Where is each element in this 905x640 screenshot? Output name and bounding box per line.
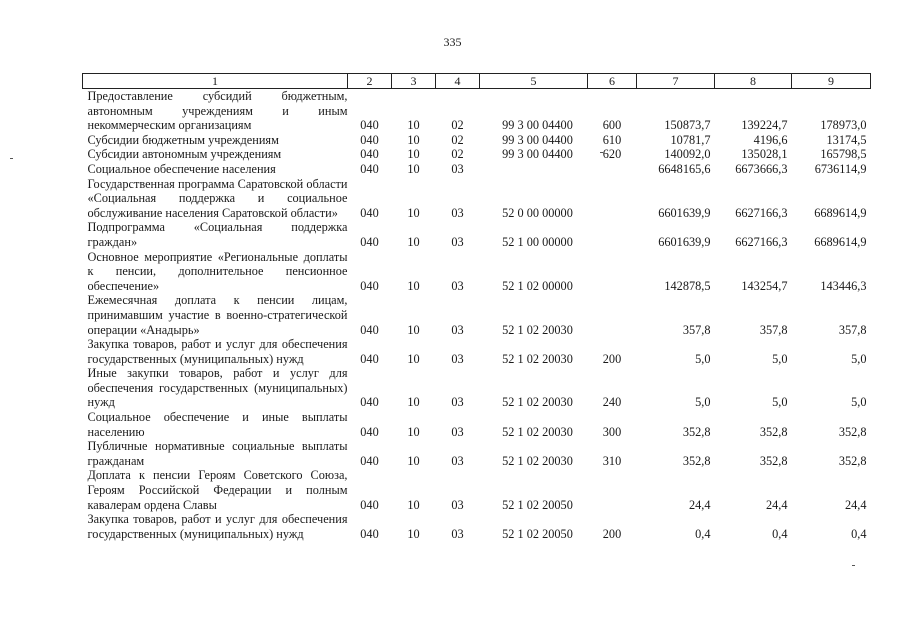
cell-col-2: 040 bbox=[360, 132, 379, 147]
cell-name: Субсидии бюджетным учреждениям bbox=[87, 132, 279, 147]
cell-col-3: 10 bbox=[407, 453, 420, 468]
cell-col-6 bbox=[588, 293, 637, 337]
cell-col-2: 040 bbox=[360, 424, 379, 439]
cell-col-4: 03 bbox=[451, 205, 464, 220]
table-row bbox=[83, 439, 871, 468]
page-number: 335 bbox=[443, 35, 462, 49]
header-col-2: 2 bbox=[348, 74, 392, 89]
cell-col-4: 03 bbox=[451, 351, 464, 366]
cell-name: Ежемесячная доплата к пенсии лицам, принимавшим участие в военно-стратегической операции «Анадырь» bbox=[87, 293, 348, 337]
cell-col-9: 6689614,9 bbox=[814, 205, 867, 220]
cell-col-9: 0,4 bbox=[851, 526, 867, 541]
table-row bbox=[83, 220, 871, 249]
cell-col-4: 02 bbox=[451, 147, 464, 162]
cell-col-5: 52 1 02 20030 bbox=[502, 322, 573, 337]
cell-col-5: 52 1 02 20030 bbox=[502, 453, 573, 468]
table-row bbox=[83, 147, 871, 162]
cell-name: Закупка товаров, работ и услуг для обеспечения государственных (муниципальных) нужд bbox=[87, 337, 348, 366]
cell-col-8: 139224,7 bbox=[741, 118, 788, 133]
cell-name: Доплата к пенсии Героям Советского Союза, Героям Российской Федерации и полным кавалерам ордена Славы bbox=[87, 468, 348, 512]
table-row bbox=[83, 410, 871, 439]
cell-col-7: 24,4 bbox=[688, 497, 711, 512]
table-row bbox=[83, 366, 871, 410]
cell-col-2: 040 bbox=[360, 351, 379, 366]
cell-col-4: 03 bbox=[451, 161, 464, 176]
cell-col-7: 142878,5 bbox=[664, 278, 711, 293]
cell-col-4: 03 bbox=[451, 234, 464, 249]
header-col-9: 9 bbox=[792, 74, 871, 89]
cell-col-4: 03 bbox=[451, 526, 464, 541]
cell-col-6 bbox=[588, 162, 637, 177]
cell-col-4: 03 bbox=[451, 424, 464, 439]
cell-col-4: 02 bbox=[451, 132, 464, 147]
cell-col-9: 178973,0 bbox=[820, 118, 867, 133]
cell-col-5: 52 1 02 20030 bbox=[502, 395, 573, 410]
cell-name: Предоставление субсидий бюджетным, автономным учреждениям и иным некоммерческим организациям bbox=[87, 89, 348, 133]
cell-col-6: 310 bbox=[602, 453, 622, 468]
cell-col-3: 10 bbox=[407, 132, 420, 147]
cell-name: Закупка товаров, работ и услуг для обеспечения государственных (муниципальных) нужд bbox=[87, 512, 348, 541]
header-col-3: 3 bbox=[392, 74, 436, 89]
cell-col-9: 5,0 bbox=[851, 351, 867, 366]
header-col-6: 6 bbox=[588, 74, 637, 89]
table-row bbox=[83, 293, 871, 337]
cell-col-8: 24,4 bbox=[765, 497, 788, 512]
table-body bbox=[83, 89, 871, 542]
header-col-8: 8 bbox=[715, 74, 792, 89]
cell-col-7: 150873,7 bbox=[664, 118, 711, 133]
cell-col-5: 52 1 02 00000 bbox=[502, 278, 573, 293]
cell-col-2: 040 bbox=[360, 453, 379, 468]
cell-col-8: 5,0 bbox=[772, 395, 788, 410]
cell-col-2: 040 bbox=[360, 497, 379, 512]
cell-col-4: 03 bbox=[451, 497, 464, 512]
cell-col-6 bbox=[588, 250, 637, 294]
cell-col-8: 143254,7 bbox=[741, 278, 788, 293]
cell-col-4: 03 bbox=[451, 278, 464, 293]
table-row bbox=[83, 89, 871, 133]
cell-col-8: 6627166,3 bbox=[735, 234, 788, 249]
cell-col-5: 52 1 00 00000 bbox=[502, 234, 573, 249]
cell-col-7: 352,8 bbox=[682, 424, 711, 439]
cell-col-2: 040 bbox=[360, 234, 379, 249]
cell-col-3: 10 bbox=[407, 526, 420, 541]
cell-col-5 bbox=[480, 162, 588, 177]
cell-col-9: 6736114,9 bbox=[814, 161, 867, 176]
cell-col-3: 10 bbox=[407, 395, 420, 410]
cell-col-2: 040 bbox=[360, 278, 379, 293]
cell-name: Иные закупки товаров, работ и услуг для обеспечения государственных (муниципальных) нужд bbox=[87, 366, 348, 410]
cell-col-7: 6601639,9 bbox=[658, 205, 711, 220]
cell-col-2: 040 bbox=[360, 147, 379, 162]
cell-col-4: 03 bbox=[451, 322, 464, 337]
cell-col-8: 135028,1 bbox=[741, 147, 788, 162]
cell-col-9: 5,0 bbox=[851, 395, 867, 410]
cell-col-3: 10 bbox=[407, 147, 420, 162]
scan-speck bbox=[852, 565, 855, 566]
cell-col-8: 357,8 bbox=[759, 322, 788, 337]
cell-col-3: 10 bbox=[407, 322, 420, 337]
cell-col-5: 52 1 02 20050 bbox=[502, 497, 573, 512]
cell-col-7: 10781,7 bbox=[670, 132, 711, 147]
cell-col-3: 10 bbox=[407, 205, 420, 220]
cell-col-3: 10 bbox=[407, 161, 420, 176]
cell-col-7: 352,8 bbox=[682, 453, 711, 468]
cell-col-7: 6601639,9 bbox=[658, 234, 711, 249]
cell-col-2: 040 bbox=[360, 526, 379, 541]
cell-col-9: 6689614,9 bbox=[814, 234, 867, 249]
cell-col-2: 040 bbox=[360, 322, 379, 337]
header-col-7: 7 bbox=[637, 74, 715, 89]
header-col-4: 4 bbox=[436, 74, 480, 89]
header-row bbox=[83, 74, 871, 89]
budget-table bbox=[82, 73, 871, 541]
cell-col-3: 10 bbox=[407, 118, 420, 133]
cell-col-7: 140092,0 bbox=[664, 147, 711, 162]
cell-col-5: 99 3 00 04400 bbox=[502, 118, 573, 133]
table-row bbox=[83, 468, 871, 512]
cell-col-6 bbox=[588, 468, 637, 512]
table-row bbox=[83, 250, 871, 294]
cell-col-2: 040 bbox=[360, 205, 379, 220]
cell-name: Публичные нормативные социальные выплаты гражданам bbox=[87, 439, 348, 468]
cell-col-8: 6673666,3 bbox=[735, 161, 788, 176]
cell-col-8: 5,0 bbox=[772, 351, 788, 366]
table-row bbox=[83, 133, 871, 148]
table-row bbox=[83, 512, 871, 541]
cell-col-6: 620 bbox=[602, 147, 622, 162]
cell-col-6: 600 bbox=[602, 118, 622, 133]
cell-col-3: 10 bbox=[407, 234, 420, 249]
cell-col-7: 0,4 bbox=[695, 526, 711, 541]
cell-col-4: 03 bbox=[451, 395, 464, 410]
cell-col-2: 040 bbox=[360, 161, 379, 176]
cell-col-8: 0,4 bbox=[772, 526, 788, 541]
cell-col-9: 13174,5 bbox=[826, 132, 867, 147]
cell-col-5: 52 1 02 20030 bbox=[502, 351, 573, 366]
cell-col-9: 24,4 bbox=[844, 497, 867, 512]
cell-col-3: 10 bbox=[407, 497, 420, 512]
cell-col-4: 02 bbox=[451, 118, 464, 133]
cell-name: Социальное обеспечение и иные выплаты населению bbox=[87, 410, 348, 439]
cell-col-8: 6627166,3 bbox=[735, 205, 788, 220]
cell-col-3: 10 bbox=[407, 424, 420, 439]
cell-col-6: 610 bbox=[602, 132, 622, 147]
cell-col-5: 99 3 00 04400 bbox=[502, 147, 573, 162]
cell-col-7: 5,0 bbox=[695, 395, 711, 410]
cell-col-9: 165798,5 bbox=[820, 147, 867, 162]
cell-col-6: 240 bbox=[602, 395, 622, 410]
cell-col-3: 10 bbox=[407, 278, 420, 293]
cell-col-3: 10 bbox=[407, 351, 420, 366]
header-col-5: 5 bbox=[480, 74, 588, 89]
cell-col-6 bbox=[588, 220, 637, 249]
cell-col-7: 5,0 bbox=[695, 351, 711, 366]
cell-col-5: 52 1 02 20030 bbox=[502, 424, 573, 439]
cell-name: Субсидии автономным учреждениям bbox=[87, 147, 282, 162]
table-row bbox=[83, 177, 871, 221]
cell-col-6: 200 bbox=[602, 351, 622, 366]
cell-col-8: 352,8 bbox=[759, 424, 788, 439]
cell-col-2: 040 bbox=[360, 118, 379, 133]
header-col-1: 1 bbox=[83, 74, 348, 89]
cell-col-6: 300 bbox=[602, 424, 622, 439]
scan-speck bbox=[600, 152, 603, 153]
cell-col-8: 352,8 bbox=[759, 453, 788, 468]
cell-col-5: 52 1 02 20050 bbox=[502, 526, 573, 541]
cell-col-9: 143446,3 bbox=[820, 278, 867, 293]
cell-name: Подпрограмма «Социальная поддержка граждан» bbox=[87, 220, 348, 249]
cell-col-9: 352,8 bbox=[838, 424, 867, 439]
cell-col-5: 99 3 00 04400 bbox=[502, 132, 573, 147]
cell-col-8: 4196,6 bbox=[753, 132, 788, 147]
cell-name: Основное мероприятие «Региональные доплаты к пенсии, дополнительное пенсионное обеспечение» bbox=[87, 249, 348, 293]
table-row bbox=[83, 337, 871, 366]
cell-name: Государственная программа Саратовской области «Социальная поддержка и социальное обслуживание населения Саратовской области» bbox=[87, 176, 348, 220]
table-row bbox=[83, 162, 871, 177]
scan-speck bbox=[10, 158, 13, 159]
cell-col-4: 03 bbox=[451, 453, 464, 468]
cell-col-5: 52 0 00 00000 bbox=[502, 205, 573, 220]
cell-col-7: 6648165,6 bbox=[658, 161, 711, 176]
cell-col-6: 200 bbox=[602, 526, 622, 541]
cell-col-6 bbox=[588, 177, 637, 221]
cell-col-7: 357,8 bbox=[682, 322, 711, 337]
cell-name: Социальное обеспечение населения bbox=[87, 161, 276, 176]
cell-col-2: 040 bbox=[360, 395, 379, 410]
cell-col-9: 357,8 bbox=[838, 322, 867, 337]
cell-col-9: 352,8 bbox=[838, 453, 867, 468]
